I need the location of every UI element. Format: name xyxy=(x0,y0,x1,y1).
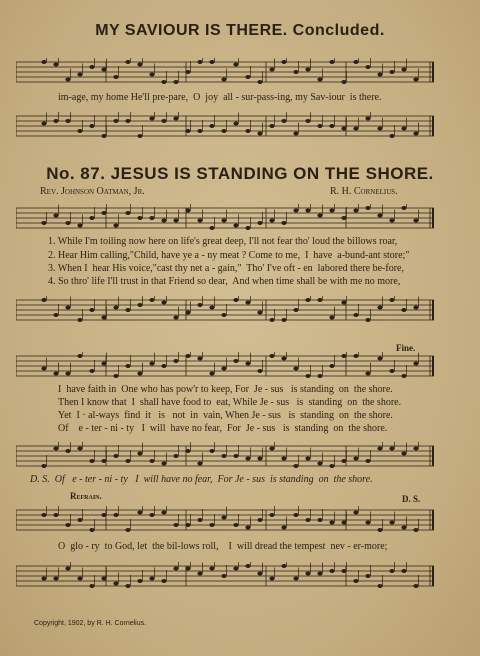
notehead xyxy=(77,577,82,581)
notehead xyxy=(353,354,358,358)
ds-mark: D. S. xyxy=(402,494,421,504)
notehead xyxy=(329,124,334,128)
notehead xyxy=(173,80,178,84)
notehead xyxy=(245,526,250,530)
top-lyric-line: im-age, my home He'll pre-pare, O joy all - sur-pass-ing, my Sav-iour is there. xyxy=(58,92,382,103)
notehead xyxy=(125,60,130,64)
notehead xyxy=(149,216,154,220)
notehead xyxy=(377,127,382,131)
notehead xyxy=(41,60,46,64)
notehead xyxy=(245,362,250,366)
notehead xyxy=(89,584,94,588)
notehead xyxy=(137,511,142,515)
notehead xyxy=(233,567,238,571)
notehead xyxy=(101,577,106,581)
notehead xyxy=(341,127,346,131)
notehead xyxy=(77,318,82,322)
notehead xyxy=(365,574,370,578)
system1-bass-staff xyxy=(16,296,434,326)
notehead xyxy=(125,211,130,215)
notehead xyxy=(245,129,250,133)
notehead xyxy=(245,564,250,568)
notehead xyxy=(209,124,214,128)
notehead xyxy=(341,80,346,84)
notehead xyxy=(197,518,202,522)
notehead xyxy=(65,221,70,225)
notehead xyxy=(173,117,178,121)
notehead xyxy=(233,122,238,126)
notehead xyxy=(161,119,166,123)
notehead xyxy=(113,513,118,517)
notehead xyxy=(185,70,190,74)
notehead xyxy=(113,454,118,458)
notehead xyxy=(281,457,286,461)
notehead xyxy=(65,78,70,82)
notehead xyxy=(53,447,58,451)
notehead xyxy=(269,318,274,322)
notehead xyxy=(413,584,418,588)
notehead xyxy=(413,306,418,310)
notehead xyxy=(377,584,382,588)
notehead xyxy=(197,462,202,466)
notehead xyxy=(113,374,118,378)
notehead xyxy=(53,214,58,218)
notehead xyxy=(413,528,418,532)
notehead xyxy=(161,511,166,515)
composer-credit: R. H. Cornelius. xyxy=(330,186,398,197)
notehead xyxy=(149,298,154,302)
notehead xyxy=(101,459,106,463)
notehead xyxy=(353,127,358,131)
notehead xyxy=(353,313,358,317)
notehead xyxy=(293,132,298,136)
notehead xyxy=(293,70,298,74)
notehead xyxy=(185,567,190,571)
notehead xyxy=(365,206,370,210)
notehead xyxy=(233,359,238,363)
notehead xyxy=(329,209,334,213)
notehead xyxy=(281,221,286,225)
notehead xyxy=(257,80,262,84)
notehead xyxy=(53,577,58,581)
notehead xyxy=(185,354,190,358)
notehead xyxy=(77,129,82,133)
verse-line-1a: 1. While I'm toiling now here on life's great deep, I'll not fear tho' loud the billows roar, xyxy=(48,236,398,247)
notehead xyxy=(113,75,118,79)
notehead xyxy=(281,564,286,568)
notehead xyxy=(413,447,418,451)
notehead xyxy=(305,209,310,213)
notehead xyxy=(221,313,226,317)
notehead xyxy=(269,354,274,358)
notehead xyxy=(101,211,106,215)
notehead xyxy=(245,301,250,305)
notehead xyxy=(197,219,202,223)
notehead xyxy=(77,518,82,522)
notehead xyxy=(89,528,94,532)
notehead xyxy=(65,306,70,310)
notehead xyxy=(317,124,322,128)
notehead xyxy=(101,134,106,138)
notehead xyxy=(173,454,178,458)
notehead xyxy=(113,306,118,310)
notehead xyxy=(209,226,214,230)
notehead xyxy=(353,60,358,64)
notehead xyxy=(413,362,418,366)
notehead xyxy=(101,68,106,72)
notehead xyxy=(161,364,166,368)
notehead xyxy=(149,577,154,581)
notehead xyxy=(329,364,334,368)
notehead xyxy=(53,63,58,67)
top-bass-staff xyxy=(16,112,434,142)
notehead xyxy=(137,372,142,376)
refrain-bass-staff xyxy=(16,562,434,592)
notehead xyxy=(257,369,262,373)
notehead xyxy=(305,572,310,576)
notehead xyxy=(281,318,286,322)
ds-lyric-line: D. S. Of e - ter - ni - ty I will have no fear, For Je - sus is standing on the shore. xyxy=(30,474,373,485)
notehead xyxy=(329,521,334,525)
notehead xyxy=(329,569,334,573)
notehead xyxy=(233,454,238,458)
verse-line-3a: 3. When I hear His voice,"cast thy net a - gain," Tho' I've oft - en labored there be-fore, xyxy=(48,263,404,274)
verse-line-1b: I have faith in One who has pow'r to keep, For Je - sus is standing on the shore. xyxy=(58,384,393,395)
notehead xyxy=(197,357,202,361)
notehead xyxy=(233,63,238,67)
notehead xyxy=(65,119,70,123)
notehead xyxy=(293,308,298,312)
notehead xyxy=(389,70,394,74)
notehead xyxy=(89,459,94,463)
notehead xyxy=(221,574,226,578)
notehead xyxy=(185,449,190,453)
notehead xyxy=(389,569,394,573)
notehead xyxy=(305,518,310,522)
verse-line-4b: Of e - ter - ni - ty I will have no fear, For Je - sus is standing on the shore. xyxy=(58,423,388,434)
notehead xyxy=(365,65,370,69)
notehead xyxy=(41,577,46,581)
notehead xyxy=(353,579,358,583)
notehead xyxy=(233,523,238,527)
notehead xyxy=(257,572,262,576)
notehead xyxy=(389,219,394,223)
notehead xyxy=(365,318,370,322)
notehead xyxy=(281,357,286,361)
notehead xyxy=(365,372,370,376)
notehead xyxy=(269,447,274,451)
notehead xyxy=(185,311,190,315)
notehead xyxy=(185,129,190,133)
notehead xyxy=(173,567,178,571)
notehead xyxy=(401,452,406,456)
system2-bass-staff xyxy=(16,442,434,472)
notehead xyxy=(329,316,334,320)
notehead xyxy=(365,459,370,463)
notehead xyxy=(413,219,418,223)
notehead xyxy=(197,303,202,307)
notehead xyxy=(389,447,394,451)
system1-treble-staff xyxy=(16,204,434,234)
notehead xyxy=(341,459,346,463)
notehead xyxy=(245,226,250,230)
refrain-lyric-line: O glo - ry to God, let the bil-lows roll, I will dread the tempest nev - er-more; xyxy=(58,541,388,552)
system2-treble-staff xyxy=(16,352,434,382)
notehead xyxy=(221,219,226,223)
notehead xyxy=(77,224,82,228)
notehead xyxy=(281,60,286,64)
notehead xyxy=(89,124,94,128)
notehead xyxy=(125,364,130,368)
copyright-notice: Copyright, 1902, by R. H. Cornelius. xyxy=(34,620,147,627)
notehead xyxy=(329,60,334,64)
notehead xyxy=(221,129,226,133)
notehead xyxy=(221,367,226,371)
notehead xyxy=(137,63,142,67)
notehead xyxy=(185,523,190,527)
notehead xyxy=(401,127,406,131)
notehead xyxy=(233,224,238,228)
verse-line-3b: Yet I · al-ways find it is not in vain, When Je - sus is standing on the shore. xyxy=(58,410,393,421)
notehead xyxy=(65,449,70,453)
notehead xyxy=(401,68,406,72)
notehead xyxy=(317,518,322,522)
notehead xyxy=(149,513,154,517)
notehead xyxy=(53,513,58,517)
notehead xyxy=(377,214,382,218)
author-credit: Rev. Johnson Oatman, Jr. xyxy=(40,186,145,197)
notehead xyxy=(137,134,142,138)
notehead xyxy=(41,298,46,302)
notehead xyxy=(89,216,94,220)
notehead xyxy=(413,132,418,136)
notehead xyxy=(161,462,166,466)
notehead xyxy=(341,216,346,220)
notehead xyxy=(341,301,346,305)
notehead xyxy=(305,374,310,378)
notehead xyxy=(53,313,58,317)
notehead xyxy=(89,308,94,312)
notehead xyxy=(101,316,106,320)
notehead xyxy=(209,306,214,310)
notehead xyxy=(149,117,154,121)
previous-hymn-title: MY SAVIOUR IS THERE. Concluded. xyxy=(95,22,385,39)
notehead xyxy=(353,209,358,213)
verse-line-2a: 2. Hear Him calling,"Child, have ye a - ny meat ? Come to me, I have a-bund-ant store;" xyxy=(48,250,410,261)
notehead xyxy=(293,367,298,371)
notehead xyxy=(125,584,130,588)
notehead xyxy=(77,354,82,358)
notehead xyxy=(353,511,358,515)
notehead xyxy=(269,513,274,517)
notehead xyxy=(41,221,46,225)
notehead xyxy=(113,119,118,123)
notehead xyxy=(269,577,274,581)
notehead xyxy=(389,134,394,138)
notehead xyxy=(245,75,250,79)
notehead xyxy=(101,513,106,517)
notehead xyxy=(53,372,58,376)
notehead xyxy=(161,219,166,223)
notehead xyxy=(401,526,406,530)
notehead xyxy=(293,577,298,581)
notehead xyxy=(113,582,118,586)
notehead xyxy=(113,224,118,228)
notehead xyxy=(137,303,142,307)
notehead xyxy=(377,73,382,77)
notehead xyxy=(317,78,322,82)
notehead xyxy=(41,513,46,517)
notehead xyxy=(101,362,106,366)
notehead xyxy=(257,518,262,522)
notehead xyxy=(197,60,202,64)
song-title: No. 87. JESUS IS STANDING ON THE SHORE. xyxy=(46,164,434,183)
notehead xyxy=(317,572,322,576)
notehead xyxy=(401,374,406,378)
notehead xyxy=(161,579,166,583)
notehead xyxy=(221,454,226,458)
notehead xyxy=(209,523,214,527)
notehead xyxy=(341,521,346,525)
notehead xyxy=(305,119,310,123)
notehead xyxy=(221,78,226,82)
notehead xyxy=(389,369,394,373)
notehead xyxy=(269,68,274,72)
notehead xyxy=(161,80,166,84)
notehead xyxy=(149,362,154,366)
notehead xyxy=(245,457,250,461)
notehead xyxy=(293,513,298,517)
notehead xyxy=(257,221,262,225)
notehead xyxy=(377,306,382,310)
notehead xyxy=(77,73,82,77)
notehead xyxy=(305,68,310,72)
notehead xyxy=(173,359,178,363)
notehead xyxy=(257,457,262,461)
notehead xyxy=(65,372,70,376)
notehead xyxy=(389,521,394,525)
notehead xyxy=(305,298,310,302)
notehead xyxy=(341,569,346,573)
notehead xyxy=(125,119,130,123)
notehead xyxy=(149,73,154,77)
notehead xyxy=(197,572,202,576)
notehead xyxy=(65,523,70,527)
notehead xyxy=(293,464,298,468)
notehead xyxy=(173,219,178,223)
notehead xyxy=(413,78,418,82)
verse-line-4a: 4. So thro' life I'll trust in that Friend so dear, And when time shall be with me no more, xyxy=(48,276,401,287)
notehead xyxy=(137,579,142,583)
notehead xyxy=(221,516,226,520)
notehead xyxy=(281,526,286,530)
notehead xyxy=(65,567,70,571)
notehead xyxy=(269,219,274,223)
notehead xyxy=(341,354,346,358)
notehead xyxy=(401,308,406,312)
top-treble-staff xyxy=(16,58,434,88)
refrain-label: Refrain. xyxy=(70,491,102,501)
notehead xyxy=(173,523,178,527)
refrain-treble-staff xyxy=(16,506,434,536)
notehead xyxy=(209,567,214,571)
notehead xyxy=(41,122,46,126)
notehead xyxy=(293,209,298,213)
notehead xyxy=(377,528,382,532)
notehead xyxy=(365,117,370,121)
notehead xyxy=(137,452,142,456)
notehead xyxy=(197,129,202,133)
notehead xyxy=(317,374,322,378)
notehead xyxy=(41,464,46,468)
notehead xyxy=(125,528,130,532)
notehead xyxy=(317,214,322,218)
notehead xyxy=(365,521,370,525)
notehead xyxy=(377,447,382,451)
notehead xyxy=(257,311,262,315)
notehead xyxy=(125,308,130,312)
notehead xyxy=(149,459,154,463)
notehead xyxy=(209,372,214,376)
notehead xyxy=(185,209,190,213)
notehead xyxy=(89,65,94,69)
notehead xyxy=(353,457,358,461)
notehead xyxy=(269,124,274,128)
notehead xyxy=(137,216,142,220)
notehead xyxy=(77,447,82,451)
notehead xyxy=(53,119,58,123)
notehead xyxy=(173,316,178,320)
notehead xyxy=(317,462,322,466)
notehead xyxy=(305,457,310,461)
notehead xyxy=(317,298,322,302)
notehead xyxy=(401,569,406,573)
notehead xyxy=(401,206,406,210)
notehead xyxy=(89,369,94,373)
notehead xyxy=(257,132,262,136)
notehead xyxy=(329,464,334,468)
notehead xyxy=(389,298,394,302)
notehead xyxy=(233,298,238,302)
notehead xyxy=(209,60,214,64)
notehead xyxy=(281,119,286,123)
notehead xyxy=(161,301,166,305)
notehead xyxy=(125,459,130,463)
notehead xyxy=(209,449,214,453)
fine-mark: Fine. xyxy=(396,343,416,353)
notehead xyxy=(377,357,382,361)
notehead xyxy=(41,367,46,371)
verse-line-2b: Then I know that I shall have food to eat, While Je - sus is standing on the shore. xyxy=(58,397,402,408)
